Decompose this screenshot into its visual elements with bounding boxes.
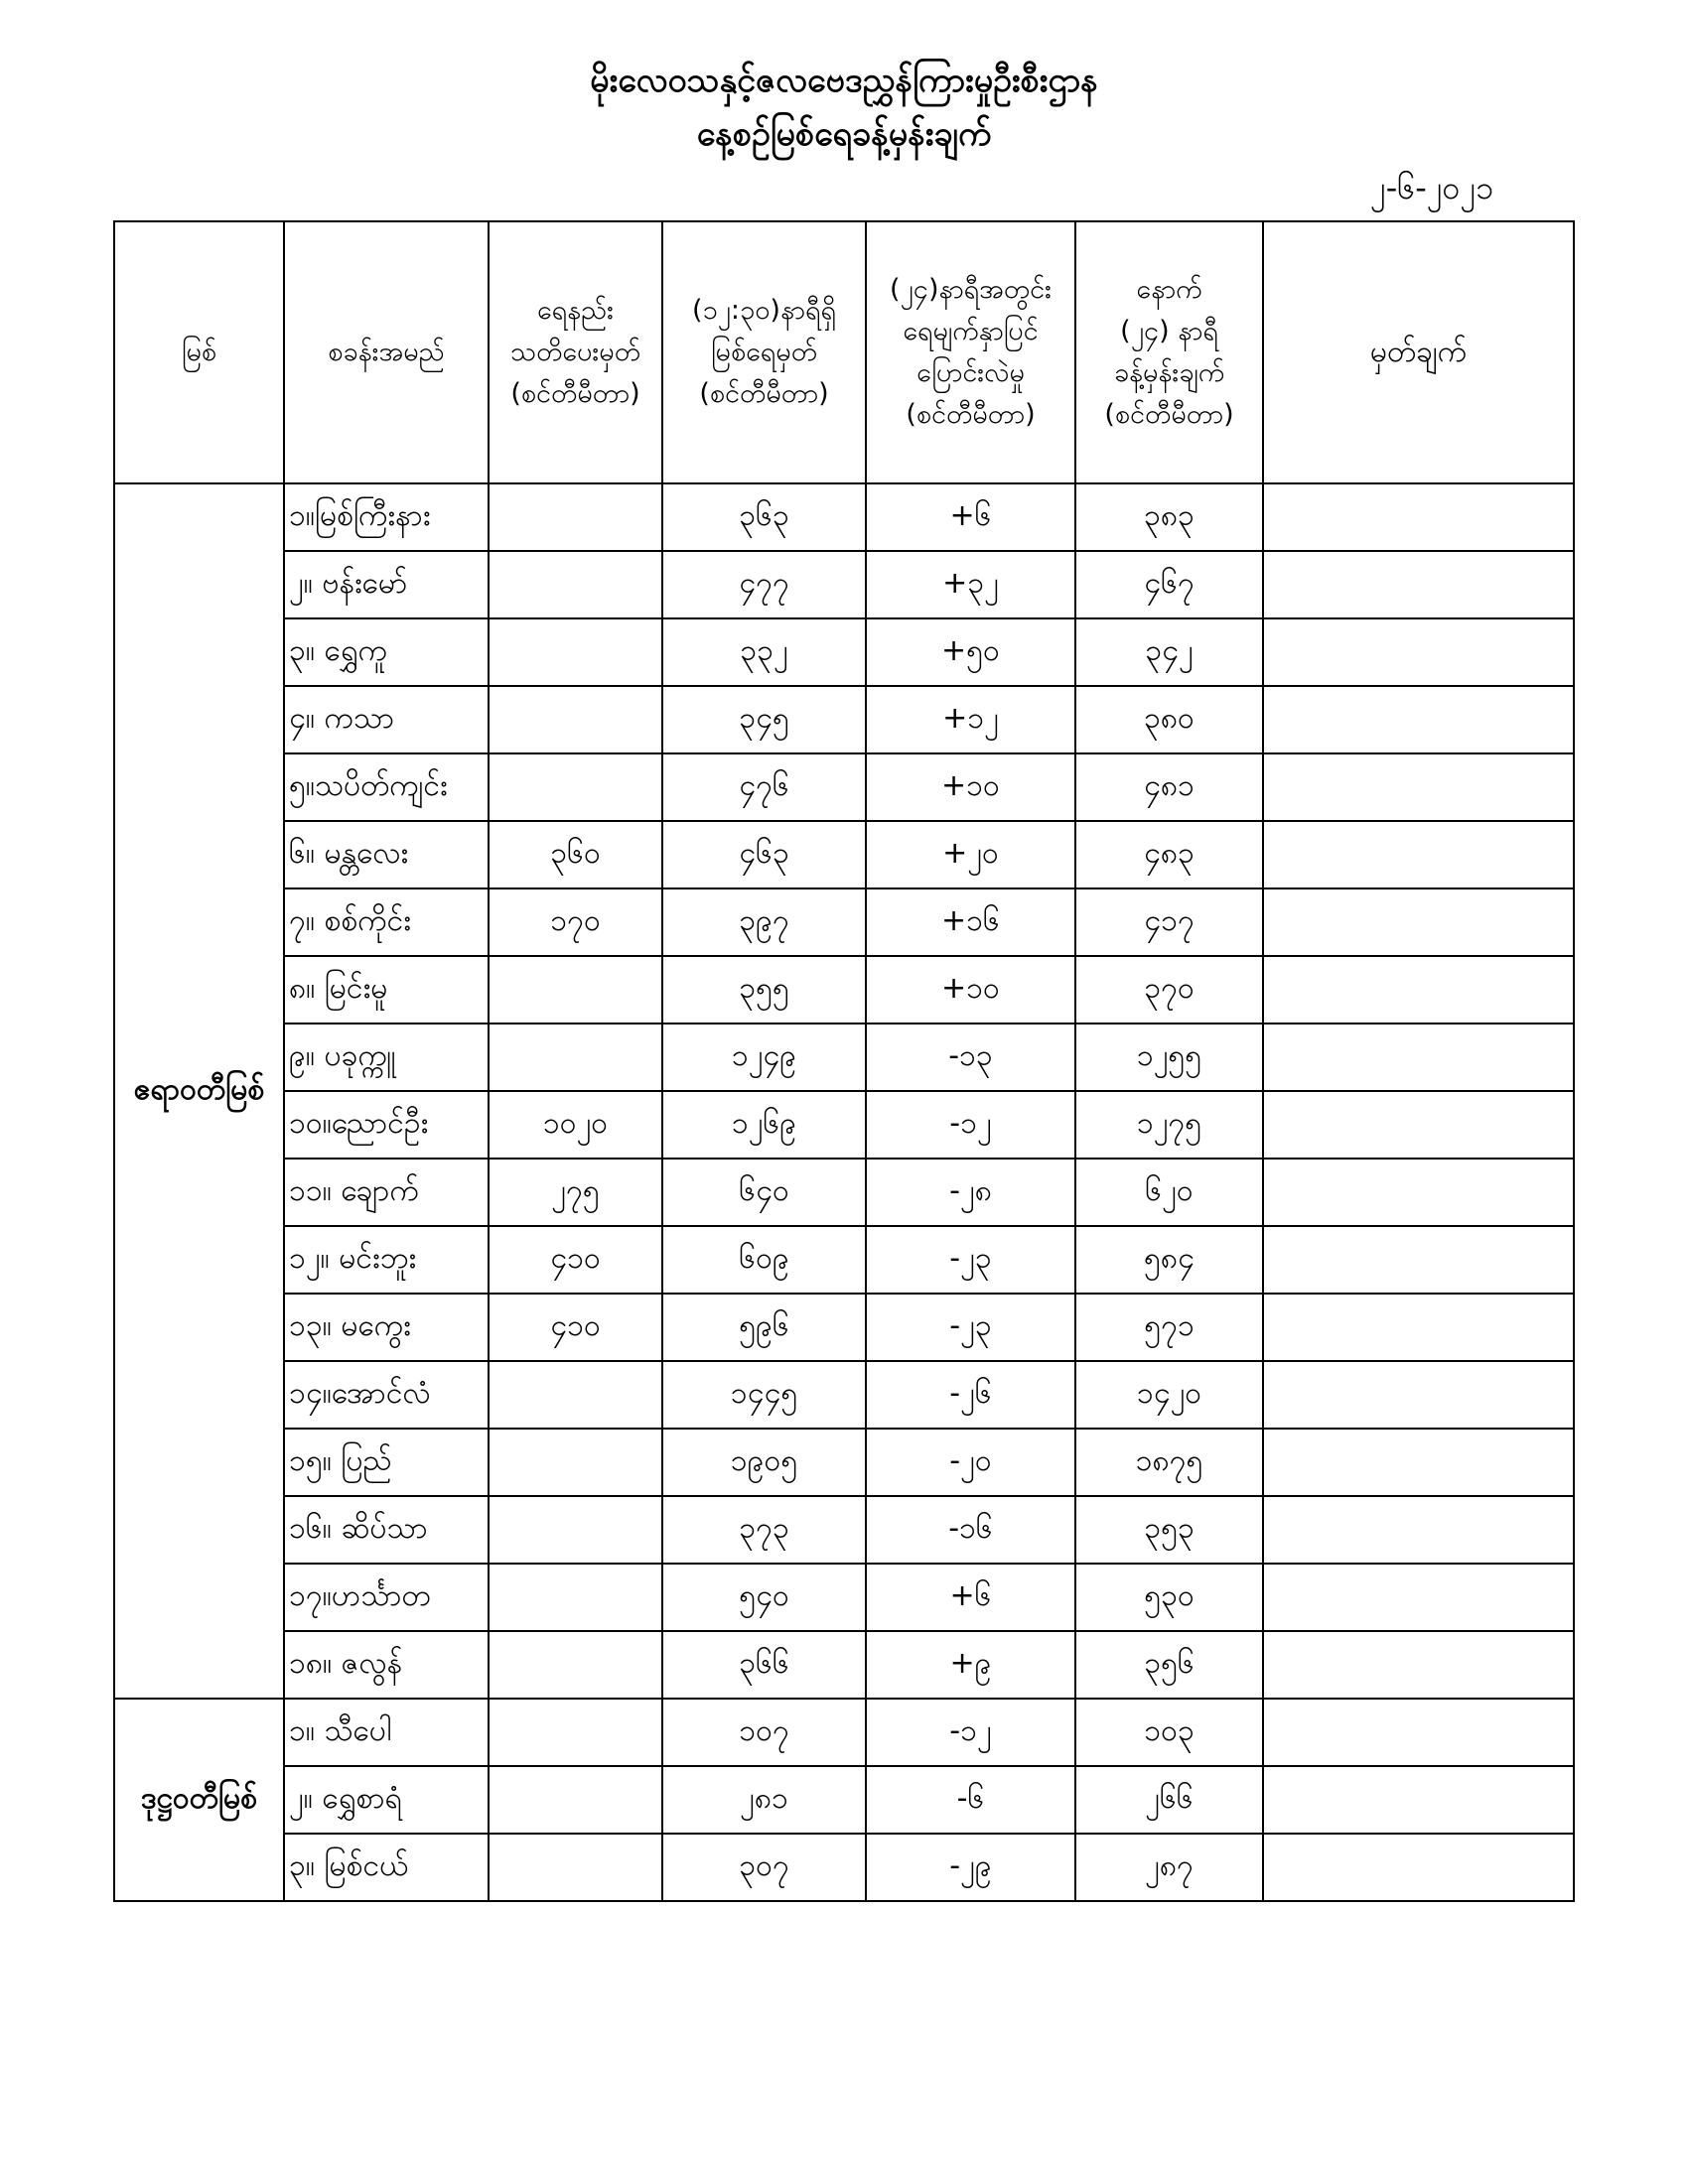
forecast-cell: ၅၃၀ [1075,1564,1263,1631]
danger-level-cell [489,1496,662,1564]
danger-level-cell [489,956,662,1024]
observed-level-cell: ၄၇၇ [662,551,866,618]
change-cell: +၁၀ [866,753,1075,821]
table-row [114,1766,1574,1834]
remark-cell [1263,1429,1574,1496]
change-cell: +၃၂ [866,551,1075,618]
station-name: ၅။သပိတ်ကျင်း [284,753,489,821]
change-cell: -၁၆ [866,1496,1075,1564]
station-name: ၁၈။ ဇလွန် [284,1631,489,1699]
danger-level-cell [489,1631,662,1699]
station-name: ၁။ သီပေါ [284,1699,489,1766]
observed-level-cell: ၅၄၀ [662,1564,866,1631]
observed-level-cell: ၃၀၇ [662,1834,866,1901]
station-name: ၃။ ရွှေကူ [284,618,489,686]
table-row [114,686,1574,753]
forecast-cell: ၃၇၀ [1075,956,1263,1024]
table-row [114,1159,1574,1226]
danger-level-cell: ၄၁၀ [489,1294,662,1361]
page-subtitle: နေ့စဉ်မြစ်ရေခန့်မှန်းချက် [696,114,992,154]
remark-cell [1263,1361,1574,1429]
table-row [114,1496,1574,1564]
table-row [114,888,1574,956]
change-cell: +၆ [866,1564,1075,1631]
station-name: ၉။ ပခုက္ကူ [284,1024,489,1091]
forecast-cell: ၂၈၇ [1075,1834,1263,1901]
remark-cell [1263,618,1574,686]
remark-cell [1263,1159,1574,1226]
remark-cell [1263,483,1574,551]
change-cell: +၁၆ [866,888,1075,956]
table-row [114,1024,1574,1091]
table-row [114,1631,1574,1699]
danger-level-cell: ၃၆၀ [489,821,662,888]
table-row [114,1361,1574,1429]
remark-cell [1263,1024,1574,1091]
station-name: ၁၅။ ပြည် [284,1429,489,1496]
observed-level-cell: ၃၆၃ [662,483,866,551]
col-forecast-header: နောက် (၂၄) နာရီ ခန့်မှန်းချက် (စင်တီမီတာ) [1075,221,1263,483]
remark-cell [1263,956,1574,1024]
table-body [114,483,1574,1901]
remark-cell [1263,1091,1574,1159]
table-row [114,1699,1574,1766]
forecast-cell: ၄၈၁ [1075,753,1263,821]
station-name: ၂။ ဗန်းမော် [284,551,489,618]
table-row [114,1429,1574,1496]
station-name: ၆။ မန္တလေး [284,821,489,888]
change-cell: -၁၃ [866,1024,1075,1091]
remark-cell [1263,1699,1574,1766]
forecast-cell: ၅၈၄ [1075,1226,1263,1294]
danger-level-cell [489,551,662,618]
change-cell: -၁၂ [866,1699,1075,1766]
forecast-cell: ၃၅၆ [1075,1631,1263,1699]
station-name: ၂။ ရွှေစာရံ [284,1766,489,1834]
observed-level-cell: ၄၆၃ [662,821,866,888]
change-cell: +၆ [866,483,1075,551]
change-cell: -၂၀ [866,1429,1075,1496]
change-cell: -၆ [866,1766,1075,1834]
station-name: ၁၄။အောင်လံ [284,1361,489,1429]
station-name: ၁၀။ညောင်ဦး [284,1091,489,1159]
station-name: ၁၁။ ချောက် [284,1159,489,1226]
forecast-cell: ၃၈၀ [1075,686,1263,753]
table-row [114,1834,1574,1901]
table-row [114,1294,1574,1361]
remark-cell [1263,1564,1574,1631]
table-row [114,618,1574,686]
observed-level-cell: ၃၆၆ [662,1631,866,1699]
observed-level-cell: ၂၈၁ [662,1766,866,1834]
change-cell: -၁၂ [866,1091,1075,1159]
observed-level-cell: ၄၇၆ [662,753,866,821]
danger-level-cell [489,753,662,821]
danger-level-cell: ၁၇၀ [489,888,662,956]
forecast-cell: ၃၈၃ [1075,483,1263,551]
col-change-header: (၂၄)နာရီအတွင်း ရေမျက်နှာပြင် ပြောင်းလဲမှု (စင်တီမီတာ) [866,221,1075,483]
report-date: ၂-၆-၂၀၂၁ [1370,169,1494,206]
forecast-cell: ၁၄၂၀ [1075,1361,1263,1429]
danger-level-cell [489,686,662,753]
forecast-cell: ၁၂၇၅ [1075,1091,1263,1159]
danger-level-cell [489,483,662,551]
table-row [114,483,1574,551]
remark-cell [1263,1834,1574,1901]
change-cell: -၂၈ [866,1159,1075,1226]
forecast-cell: ၄၆၇ [1075,551,1263,618]
table-row [114,821,1574,888]
col-danger-header: ရေနည်း သတိပေးမှတ် (စင်တီမီတာ) [489,221,662,483]
observed-level-cell: ၃၉၇ [662,888,866,956]
page-title: မိုးလေဝသနှင့်ဇလဗေဒညွှန်ကြားမှုဦးစီးဌာန [590,61,1098,100]
remark-cell [1263,1294,1574,1361]
observed-level-cell: ၁၄၄၅ [662,1361,866,1429]
forecast-cell: ၄၈၃ [1075,821,1263,888]
remark-cell [1263,753,1574,821]
danger-level-cell [489,618,662,686]
observed-level-cell: ၁၂၄၉ [662,1024,866,1091]
change-cell: +၉ [866,1631,1075,1699]
forecast-cell: ၆၂၀ [1075,1159,1263,1226]
danger-level-cell [489,1429,662,1496]
remark-cell [1263,1766,1574,1834]
observed-level-cell: ၁၀၇ [662,1699,866,1766]
river-name: ဒုဋ္ဌဝတီမြစ် [114,1699,284,1901]
col-observed-header: (၁၂:၃၀)နာရီရှိ မြစ်ရေမှတ် (စင်တီမီတာ) [662,221,866,483]
forecast-table [113,220,1575,1902]
danger-level-cell: ၁၀၂၀ [489,1091,662,1159]
observed-level-cell: ၃၄၅ [662,686,866,753]
header-row [114,221,1574,483]
remark-cell [1263,1631,1574,1699]
danger-level-cell [489,1361,662,1429]
station-name: ၁၇။ဟင်္သာတ [284,1564,489,1631]
remark-cell [1263,821,1574,888]
station-name: ၃။ မြစ်ငယ် [284,1834,489,1901]
col-river-header: မြစ် [114,221,284,483]
forecast-cell: ၁၀၃ [1075,1699,1263,1766]
danger-level-cell [489,1834,662,1901]
station-name: ၁။မြစ်ကြီးနား [284,483,489,551]
change-cell: +၁၂ [866,686,1075,753]
forecast-cell: ၂၆၆ [1075,1766,1263,1834]
table-row [114,1564,1574,1631]
forecast-cell: ၄၁၇ [1075,888,1263,956]
observed-level-cell: ၃၇၃ [662,1496,866,1564]
danger-level-cell: ၄၁၀ [489,1226,662,1294]
observed-level-cell: ၆၀၉ [662,1226,866,1294]
change-cell: -၂၃ [866,1226,1075,1294]
change-cell: -၂၉ [866,1834,1075,1901]
forecast-cell: ၃၄၂ [1075,618,1263,686]
change-cell: -၂၆ [866,1361,1075,1429]
observed-level-cell: ၃၃၂ [662,618,866,686]
remark-cell [1263,888,1574,956]
remark-cell [1263,551,1574,618]
danger-level-cell [489,1024,662,1091]
change-cell: +၅၀ [866,618,1075,686]
danger-level-cell [489,1766,662,1834]
table-row [114,1091,1574,1159]
remark-cell [1263,1496,1574,1564]
station-name: ၁၂။ မင်းဘူး [284,1226,489,1294]
station-name: ၁၃။ မကွေး [284,1294,489,1361]
col-station-header: စခန်းအမည် [284,221,489,483]
observed-level-cell: ၅၉၆ [662,1294,866,1361]
danger-level-cell [489,1564,662,1631]
danger-level-cell: ၂၇၅ [489,1159,662,1226]
change-cell: -၂၃ [866,1294,1075,1361]
table-row [114,551,1574,618]
table-row [114,956,1574,1024]
remark-cell [1263,1226,1574,1294]
table-row [114,753,1574,821]
change-cell: +၂၀ [866,821,1075,888]
forecast-cell: ၅၇၁ [1075,1294,1263,1361]
station-name: ၁၆။ ဆိပ်သာ [284,1496,489,1564]
observed-level-cell: ၆၄၀ [662,1159,866,1226]
observed-level-cell: ၁၉၀၅ [662,1429,866,1496]
forecast-cell: ၁၈၇၅ [1075,1429,1263,1496]
station-name: ၇။ စစ်ကိုင်း [284,888,489,956]
change-cell: +၁၀ [866,956,1075,1024]
remark-cell [1263,686,1574,753]
table-row [114,1226,1574,1294]
forecast-cell: ၃၅၃ [1075,1496,1263,1564]
observed-level-cell: ၁၂၆၉ [662,1091,866,1159]
station-name: ၈။ မြင်းမူ [284,956,489,1024]
danger-level-cell [489,1699,662,1766]
forecast-cell: ၁၂၅၅ [1075,1024,1263,1091]
observed-level-cell: ၃၅၅ [662,956,866,1024]
col-remarks-header: မှတ်ချက် [1263,221,1574,483]
river-name: ဧရာဝတီမြစ် [114,483,284,1699]
station-name: ၄။ ကသာ [284,686,489,753]
